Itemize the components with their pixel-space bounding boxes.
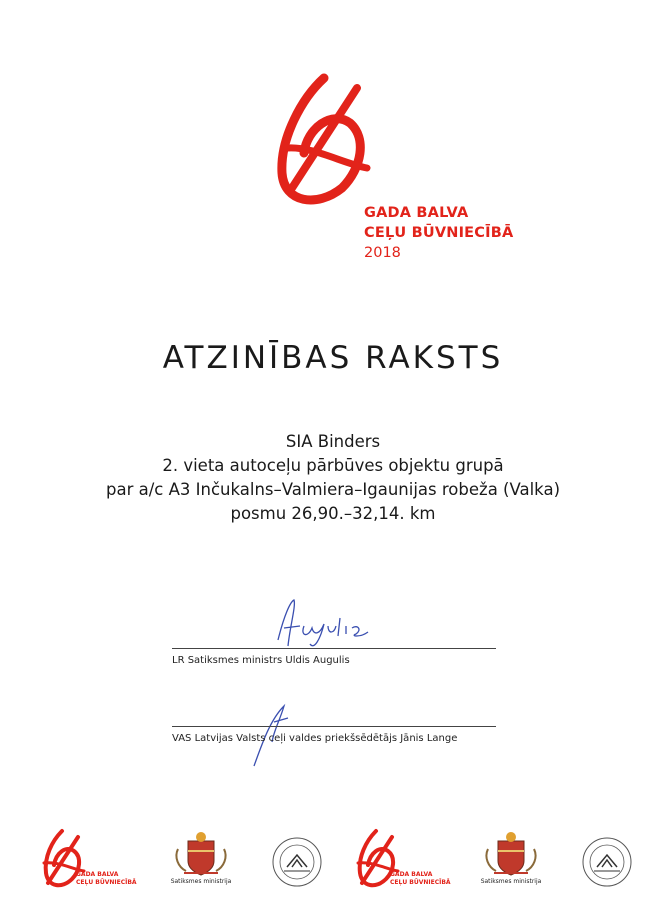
project-description: par a/c A3 Inčukalns–Valmiera–Igaunijas robeža (Valka) [106,480,560,499]
signature-line [172,726,496,727]
coat-of-arms-icon [166,827,236,897]
footer-lvc-seal [572,827,642,901]
award-logo-icon [262,68,372,218]
award-title-line1: GADA BALVA [364,205,469,221]
footer-lvc-seal [262,827,332,901]
footer-ministry-logo [166,827,236,901]
footer-award-logo [350,827,460,901]
coat-of-arms-icon [476,827,546,897]
certificate-body [0,430,666,526]
award-year: 2018 [364,245,401,261]
recipient-name: SIA Binders [285,432,381,451]
ministry-label: Satiksmes ministrija [170,878,232,885]
footer-award-line1: GADA BALVA [390,871,433,878]
footer-ministry-logo [476,827,546,901]
footer-award-line1: GADA BALVA [76,871,119,878]
signature-augulis [270,596,380,652]
signatory-label: LR Satiksmes ministrs Uldis Augulis [172,655,350,666]
signature-line [172,648,496,649]
award-place: 2. vieta autoceļu pārbūves objektu grupā [162,456,504,475]
lvc-seal-icon [262,827,332,897]
signatory-label: VAS Latvijas Valsts ceļi valdes priekšsēdētājs Jānis Lange [172,733,458,744]
signature-block-1 [172,648,496,666]
signature-block-2 [172,726,496,744]
footer-award-text [76,871,137,887]
footer-award-text [390,871,451,887]
certificate-title: ATZINĪBAS RAKSTS [162,340,504,376]
award-text [364,203,513,263]
footer-award-logo [36,827,146,901]
ministry-label: Satiksmes ministrija [480,878,542,885]
footer-award-line2: CEĻU BŪVNIECĪBĀ [390,879,451,886]
footer-award-line2: CEĻU BŪVNIECĪBĀ [76,879,137,886]
project-section: posmu 26,90.–32,14. km [230,504,436,523]
lvc-seal-icon [572,827,642,897]
award-title-line2: CEĻU BŪVNIECĪBĀ [364,225,514,241]
